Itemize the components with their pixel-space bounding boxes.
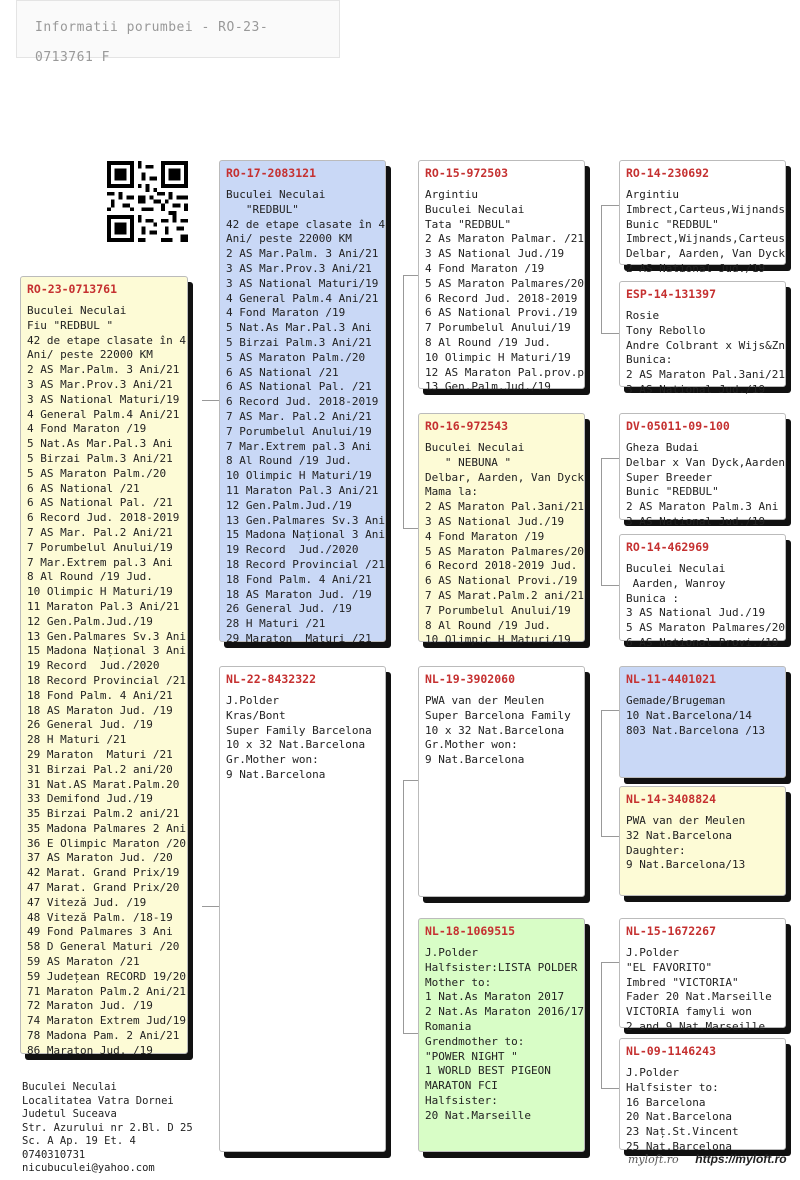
card-line: 803 Nat.Barcelona /13 (626, 723, 766, 737)
card-line: 6 Record Jud. 2018-2019 (425, 291, 578, 305)
card-line: 6 AS National /21 (226, 365, 339, 379)
card-line: 2 AS Maraton Pal.3ani/21 (425, 500, 584, 514)
card-lines (626, 441, 785, 530)
connector-sire-h1 (403, 275, 419, 276)
card-line: 1 Nat.As Maraton 2017 (425, 990, 565, 1004)
card-line: 3 AS National Jud./19 (425, 247, 565, 261)
card-line: Mother to: (425, 975, 492, 989)
card-lines (626, 309, 785, 398)
card-line: Grendmother to: (425, 1034, 525, 1048)
connector-dam-h2 (403, 1033, 419, 1034)
card-line: 13 Gen.Palmares Sv.3 Ani (27, 629, 186, 643)
card-line: 4 Fond Maraton /19 (425, 529, 545, 543)
card-line: Halfsister:LISTA POLDER (425, 960, 578, 974)
card-line: 16 Barcelona (626, 1095, 706, 1109)
owner-line: Sc. A Ap. 19 Et. 4 (22, 1135, 136, 1147)
card-lines (425, 441, 584, 648)
card-line: Buculei Neculai (425, 441, 525, 454)
card-line: 2 AS Mar.Palm. 3 Ani/21 (226, 247, 379, 261)
card-line: 18 AS Maraton Jud. /19 (27, 703, 173, 717)
connector-sd-h1 (601, 458, 619, 459)
card-line: PWA van der Meulen (425, 694, 545, 707)
card-line: 31 Birzai Pal.2 ani/20 (27, 762, 173, 776)
connector-sd-h2 (601, 585, 619, 586)
owner-contact (22, 1081, 193, 1176)
pigeon-card-dam-sire-dam[interactable] (619, 786, 786, 896)
card-line: Andre Colbrant x Wijs&Zn (626, 338, 785, 352)
pigeon-card-sire[interactable] (219, 160, 386, 645)
ring-number: NL-11-4401021 (626, 672, 717, 686)
card-line: 5 Birzai Palm.3 Ani/21 (27, 451, 173, 465)
card-line: Fader 20 Nat.Marseille (626, 990, 772, 1004)
card-line: 86 Maraton Jud. /19 (27, 1043, 153, 1057)
card-line: 37 AS Maraton Jud. /20 (27, 851, 173, 865)
card-line: 4 General Palm.4 Ani/21 (27, 407, 180, 421)
card-line: 6 AS National Provi./19 (425, 574, 578, 588)
connector-sire (403, 275, 404, 528)
card-line: Buculei Neculai (27, 304, 127, 317)
pigeon-card-main[interactable] (20, 276, 188, 1057)
connector-ds (601, 710, 602, 836)
card-line: 5 AS Maraton Palmares/20 (425, 544, 584, 558)
card-line: 10 x 32 Nat.Barcelona (425, 723, 565, 737)
card-line: 19 Record Jud./2020 (226, 543, 359, 557)
card-lines (27, 304, 186, 1059)
card-line: 2 AS Maraton Pal.3ani/21 (626, 368, 785, 382)
card-line: 26 General Jud. /19 (226, 602, 352, 616)
card-line: 7 AS Mar. Pal.2 Ani/21 (27, 525, 173, 539)
card-line: 5 AS Maraton Palm./20 (226, 350, 366, 364)
owner-line: Buculei Neculai (22, 1081, 117, 1093)
card-line: 13 Gen.Palmares Sv.3 Ani (226, 513, 385, 527)
card-line: 35 Madona Palmares 2 Ani (27, 821, 186, 835)
card-line: 6 Record 2018-2019 Jud. (425, 559, 578, 573)
card-line: 5 AS Maraton Palmares/20 (425, 276, 584, 290)
page-title: Informatii porumbei - RO-23-0713761 F (35, 20, 269, 65)
card-line: 10 Nat.Barcelona/14 (626, 708, 752, 722)
card-line: 11 Maraton Pal.3 Ani/21 (27, 599, 180, 613)
pigeon-card-sire-dam[interactable] (418, 413, 585, 647)
card-line: 47 Viteză Jud. /19 (27, 895, 147, 909)
card-line: Aarden, Wanroy (626, 576, 726, 590)
card-line: Super Barcelona Family (425, 708, 571, 722)
card-line: 4 Fond Maraton /19 (226, 306, 346, 320)
card-line: 11 Maraton Pal.3 Ani/21 (226, 483, 379, 497)
card-line: PWA van der Meulen (626, 814, 746, 827)
pigeon-card-dam-sire-sire[interactable] (619, 666, 786, 778)
card-lines (626, 946, 779, 1035)
card-line: Ani/ peste 22000 KM (226, 232, 352, 246)
card-lines (626, 814, 779, 873)
pigeon-card-dam-sire[interactable] (418, 666, 585, 897)
card-line: 4 Fond Maraton /19 (425, 261, 545, 275)
card-line: 3 AS Mar.Prov.3 Ani/21 (27, 377, 173, 391)
card-line: 7 Porumbelul Anului/19 (27, 540, 173, 554)
card-line: Buculei Neculai (226, 188, 326, 201)
card-line: Imbrect,Carteus,Wijnands (626, 202, 785, 216)
connector-ss-h2 (601, 333, 619, 334)
card-line: Ani/ peste 22000 KM (27, 348, 153, 362)
card-line: VICTORIA famyli won (626, 1005, 752, 1019)
card-lines (425, 946, 584, 1124)
card-line: MARATON FCI (425, 1079, 498, 1093)
ring-number: RO-14-462969 (626, 540, 710, 554)
card-line: Imbrect,Wijnands,Carteus (626, 232, 785, 246)
card-line: 1 WORLD BEST PIGEON (425, 1064, 551, 1078)
ring-number: RO-23-0713761 (27, 282, 118, 296)
connector-ss-h1 (601, 205, 619, 206)
card-line: 42 de etape clasate în 4 (226, 217, 385, 231)
card-line: Gemade/Brugeman (626, 694, 726, 707)
ring-number: NL-09-1146243 (626, 1044, 717, 1058)
card-line: 23 Naț.St.Vincent (626, 1125, 739, 1139)
card-line: 18 Record Provincial /21 (27, 673, 186, 687)
card-line: 71 Maraton Palm.2 Ani/21 (27, 984, 186, 998)
connector-dam (403, 780, 404, 1033)
pigeon-card-sire-sire[interactable] (418, 160, 585, 394)
card-line: 7 AS Mar. Pal.2 Ani/21 (226, 409, 372, 423)
card-line: 4 Fond Maraton /19 (27, 422, 147, 436)
card-line: 19 Record Jud./2020 (27, 659, 160, 673)
card-line: Gr.Mother won: (226, 753, 319, 767)
ring-number: NL-22-8432322 (226, 672, 317, 686)
ring-number: RO-15-972503 (425, 166, 509, 180)
card-line: 35 Birzai Palm.2 ani/21 (27, 807, 180, 821)
connector-main-bottom (202, 906, 220, 907)
connector-sd (601, 458, 602, 585)
brand-footer (628, 1152, 787, 1166)
connector-ds-h2 (601, 836, 619, 837)
brand-logo: myloft.ro (628, 1153, 679, 1166)
card-line: Argintiu (425, 188, 478, 201)
card-line: 6 AS National Provi./19 (626, 635, 779, 649)
card-line: Super Family Barcelona (226, 723, 372, 737)
card-line: 2 AS National Jud./19 (626, 261, 766, 275)
card-line: 32 Nat.Barcelona (626, 828, 732, 842)
ring-number: NL-15-1672267 (626, 924, 717, 938)
card-line: 5 Birzai Palm.3 Ani/21 (226, 335, 372, 349)
card-line: 5 AS Maraton Palm./20 (27, 466, 167, 480)
card-line: Bunica : (626, 591, 679, 605)
card-line: 7 Mar.Extrem pal.3 Ani (27, 555, 173, 569)
card-line: 3 AS National Maturi/19 (226, 276, 379, 290)
card-line: Argintiu (626, 188, 679, 201)
card-line: Delbar x Van Dyck,Aarden (626, 455, 785, 469)
card-line: 3 AS National Maturi/19 (27, 392, 180, 406)
card-line: Buculei Neculai (425, 202, 525, 216)
card-line: 7 Mar.Extrem pal.3 Ani (226, 439, 372, 453)
card-line: 48 Viteză Palm. /18-19 (27, 910, 173, 924)
card-line: J.Polder (626, 946, 679, 959)
connector-dam-h1 (403, 780, 419, 781)
ring-number: NL-14-3408824 (626, 792, 717, 806)
card-line: 10 Olimpic H Maturi/19 (226, 469, 372, 483)
card-line: J.Polder (226, 694, 279, 707)
card-lines (425, 188, 584, 395)
card-line: J.Polder (425, 946, 478, 959)
ring-number: NL-18-1069515 (425, 924, 516, 938)
owner-line: Str. Azurului nr 2.Bl. D 25 (22, 1121, 193, 1134)
card-line: 18 Fond Palm. 4 Ani/21 (27, 688, 173, 702)
card-line: Gheza Budai (626, 441, 699, 454)
card-line: 74 Maraton Extrem Jud/19 (27, 1014, 186, 1028)
ring-number: ESP-14-131397 (626, 287, 717, 301)
card-line: 5 AS Maraton Palmares/20 (626, 621, 785, 635)
card-line: 2 AS Maraton Palm.3 Ani (626, 500, 779, 514)
card-line: 6 AS National Pal. /21 (226, 380, 372, 394)
card-line: 13 Gen.Palm.Jud./19 (425, 380, 551, 394)
card-line: Halfsister to: (626, 1080, 719, 1094)
card-line: 3 AS National Jud./19 (626, 514, 766, 528)
pigeon-card-sire-sire-sire[interactable] (619, 160, 786, 275)
card-line: Halfsister: (425, 1093, 498, 1107)
card-line: 59 AS Maraton /21 (27, 955, 140, 969)
connector-main-top (202, 400, 220, 401)
card-line: 47 Marat. Grand Prix/20 (27, 881, 180, 895)
card-line: Bunic "REDBUL" (626, 217, 719, 231)
card-line: Delbar, Aarden, Van Dyck (425, 470, 584, 484)
card-line: 6 AS National /21 (27, 481, 140, 495)
card-line: 36 E Olimpic Maraton /20 (27, 836, 186, 850)
card-line: Buculei Neculai (626, 562, 726, 575)
card-line: Daughter: (626, 843, 686, 857)
card-line: 4 General Palm.4 Ani/21 (226, 291, 379, 305)
card-line: 6 AS National Pal. /21 (27, 496, 173, 510)
card-line: 9 Nat.Barcelona (226, 767, 326, 781)
card-lines (425, 694, 578, 768)
card-line: 10 Olimpic H Maturi/19 (425, 350, 571, 364)
card-line: 15 Madona Național 3 Ani (27, 644, 186, 658)
card-line: Tony Rebollo (626, 323, 706, 337)
card-lines (626, 562, 785, 651)
brand-link[interactable]: https://myloft.ro (695, 1152, 787, 1166)
card-line: 2 and 9 Nat.Marseille (626, 1019, 766, 1033)
card-line: " NEBUNA " (425, 455, 512, 469)
card-line: 7 AS Marat.Palm.2 ani/21 (425, 588, 584, 602)
card-line: Mama la: (425, 485, 478, 499)
qr-code-icon (107, 161, 188, 242)
card-line: 42 de etape clasate în 4 (27, 333, 186, 347)
card-line: 10 Olimpic H Maturi/19 (27, 585, 173, 599)
card-line: 5 Nat.As Mar.Pal.3 Ani (226, 321, 372, 335)
owner-line: Judetul Suceava (22, 1108, 117, 1120)
card-line: Gr.Mother won: (425, 738, 518, 752)
ring-number: RO-14-230692 (626, 166, 710, 180)
card-line: Romania (425, 1019, 472, 1033)
card-line: 25 Nat.Barcelona (626, 1139, 732, 1153)
card-line: 8 Al Round /19 Jud. (425, 618, 551, 632)
ring-number: NL-19-3902060 (425, 672, 516, 686)
card-line: 20 Nat.Barcelona (626, 1110, 732, 1124)
card-line: 18 Fond Palm. 4 Ani/21 (226, 572, 372, 586)
pigeon-card-sire-sire-dam[interactable] (619, 281, 786, 396)
ring-number: DV-05011-09-100 (626, 419, 730, 433)
card-line: 42 Marat. Grand Prix/19 (27, 866, 180, 880)
pigeon-card-dam-dam-sire[interactable] (619, 918, 786, 1033)
card-line: "REDBUL" (226, 202, 299, 216)
ring-number: RO-17-2083121 (226, 166, 317, 180)
card-line: 2 AS Mar.Palm. 3 Ani/21 (27, 363, 180, 377)
card-lines (626, 188, 785, 277)
card-line: 10 x 32 Nat.Barcelona (226, 738, 366, 752)
card-lines (626, 694, 779, 738)
card-line: 59 Județean RECORD 19/20 (27, 969, 186, 983)
card-line: "EL FAVORITO" (626, 960, 713, 974)
card-line: 12 Gen.Palm.Jud./19 (226, 498, 352, 512)
card-line: 58 D General Maturi /20 (27, 940, 180, 954)
connector-ds-h1 (601, 710, 619, 711)
card-line: 49 Fond Palmares 3 Ani (27, 925, 173, 939)
card-lines (626, 1066, 779, 1155)
connector-ss (601, 205, 602, 333)
card-line: 12 Gen.Palm.Jud./19 (27, 614, 153, 628)
card-line: Bunica: (626, 353, 673, 367)
page-title-box (16, 0, 340, 65)
card-line: 3 AS Mar.Prov.3 Ani/21 (226, 261, 372, 275)
pigeon-card-dam-dam[interactable] (418, 918, 585, 1152)
card-line: 18 Record Provincial /21 (226, 557, 385, 571)
card-line: 7 Porumbelul Anului/19 (425, 603, 571, 617)
card-line: 20 Nat.Marseille (425, 1108, 531, 1122)
card-line: 31 Nat.AS Marat.Palm.20 (27, 777, 180, 791)
card-line: 9 Nat.Barcelona (425, 753, 525, 767)
card-line: 28 H Maturi /21 (226, 617, 326, 631)
card-line: Kras/Bont (226, 708, 286, 722)
card-lines (226, 188, 385, 647)
pigeon-card-sire-dam-dam[interactable] (619, 534, 786, 649)
card-line: 10 Olimpic H Maturi/19 (425, 633, 571, 647)
ring-number: RO-16-972543 (425, 419, 509, 433)
card-line: 8 Al Round /19 Jud. (226, 454, 352, 468)
card-line: 15 Madona Național 3 Ani (226, 528, 385, 542)
card-line: J.Polder (626, 1066, 679, 1079)
card-line: 7 Porumbelul Anului/19 (425, 321, 571, 335)
card-line: 78 Madona Pam. 2 Ani/21 (27, 1029, 180, 1043)
card-line: 8 Al Round /19 Jud. (27, 570, 153, 584)
card-line: Super Breeder (626, 470, 713, 484)
card-line: 2 Nat.As Maraton 2016/17 (425, 1005, 584, 1019)
card-line: 9 Nat.Barcelona/13 (626, 858, 746, 872)
card-line: 3 AS National Jud./19 (425, 514, 565, 528)
card-line: 3 AS National Jud./19 (626, 606, 766, 620)
card-line: Imbred "VICTORIA" (626, 975, 739, 989)
connector-sire-h2 (403, 528, 419, 529)
card-line: 6 AS National Provi./19 (425, 306, 578, 320)
card-line: "POWER NIGHT " (425, 1049, 518, 1063)
card-line: 5 Nat.As Mar.Pal.3 Ani (27, 437, 173, 451)
card-line: 6 Record Jud. 2018-2019 (27, 511, 180, 525)
owner-line: Localitatea Vatra Dornei (22, 1094, 174, 1107)
connector-dd-h2 (601, 1088, 619, 1089)
card-line: Bunic "REDBUL" (626, 485, 719, 499)
card-line: Fiu "REDBUL " (27, 318, 114, 332)
card-line: Tata "REDBUL" (425, 217, 512, 231)
card-line: 2 As Maraton Palmar. /21 (425, 232, 584, 246)
card-line: 8 Al Round /19 Jud. (425, 335, 551, 349)
card-line: 29 Maraton Maturi /21 (27, 747, 173, 761)
connector-dd (601, 962, 602, 1088)
card-line: 33 Demifond Jud./19 (27, 792, 153, 806)
card-line: Rosie (626, 309, 660, 322)
card-line: 7 Porumbelul Anului/19 (226, 424, 372, 438)
owner-line: nicubuculei@yahoo.com (22, 1162, 155, 1174)
owner-line: 0740310731 (22, 1148, 86, 1161)
card-line: 12 AS Maraton Pal.prov.p (425, 365, 584, 379)
card-line: 28 H Maturi /21 (27, 733, 127, 747)
pigeon-card-dam[interactable] (219, 666, 386, 1152)
card-line: Delbar, Aarden, Van Dyck (626, 247, 785, 261)
card-line: 3 AS National Jud./19 (626, 382, 766, 396)
pigeon-card-sire-dam-sire[interactable] (619, 413, 786, 528)
card-line: 26 General Jud. /19 (27, 718, 153, 732)
connector-main (188, 400, 203, 906)
card-line: 6 Record Jud. 2018-2019 (226, 395, 379, 409)
connector-dd-h1 (601, 962, 619, 963)
card-line: 29 Maraton Maturi /21 (226, 631, 372, 645)
pigeon-card-dam-dam-dam[interactable] (619, 1038, 786, 1153)
card-line: 72 Maraton Jud. /19 (27, 999, 153, 1013)
card-lines (226, 694, 379, 783)
card-line: 18 AS Maraton Jud. /19 (226, 587, 372, 601)
